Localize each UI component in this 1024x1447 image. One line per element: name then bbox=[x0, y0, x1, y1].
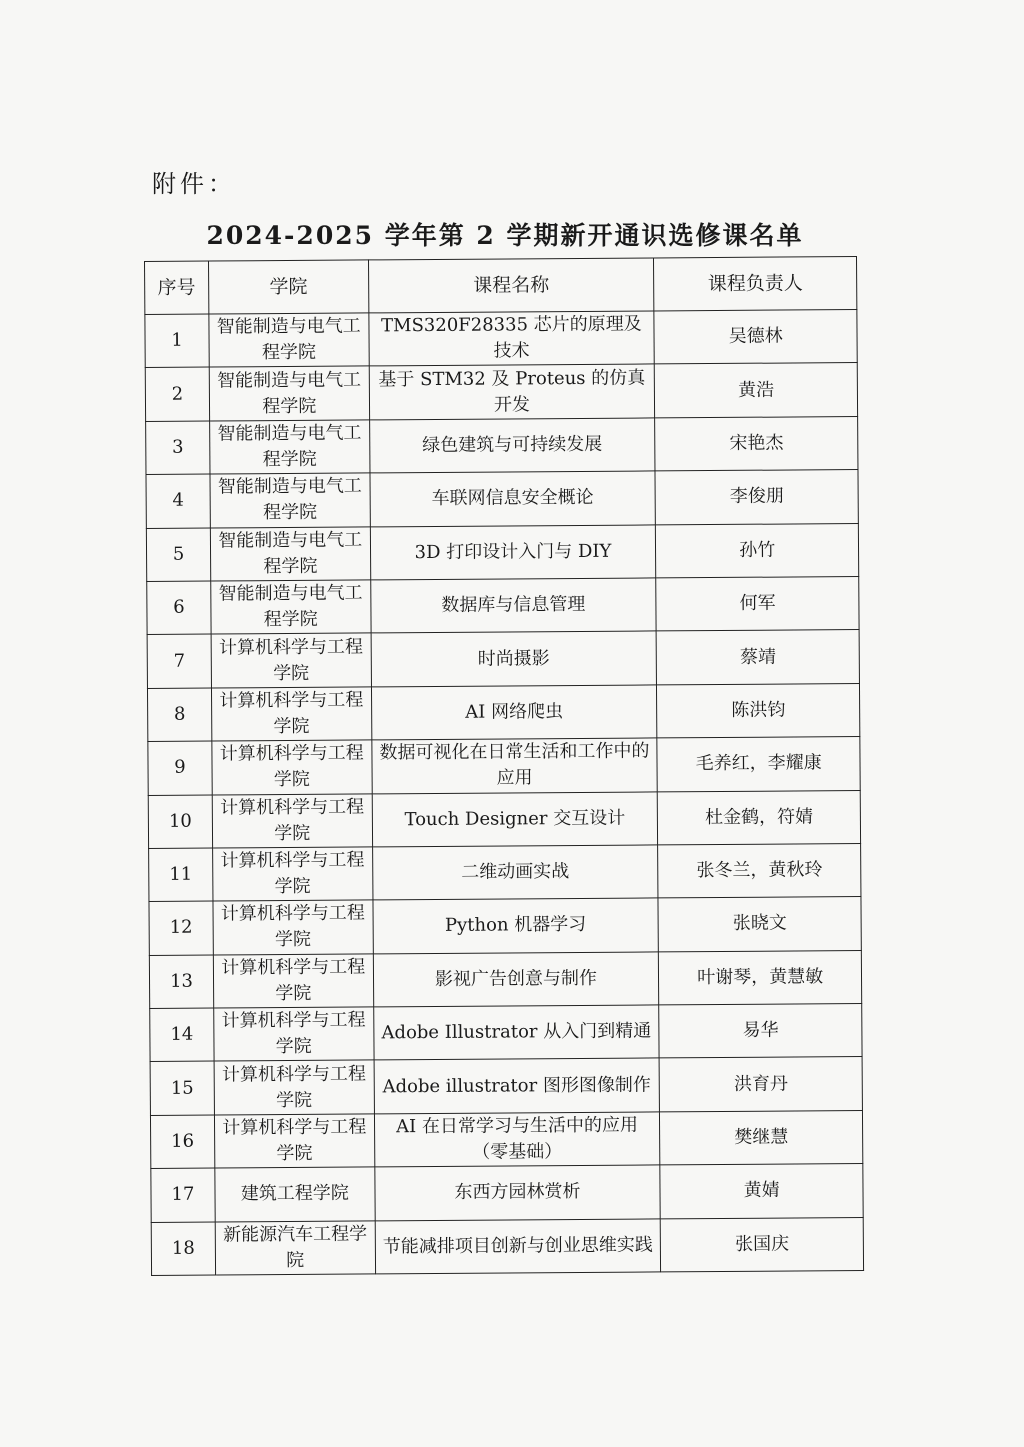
cell-owner: 张国庆 bbox=[661, 1217, 864, 1272]
cell-college: 计算机科学与工程学院 bbox=[213, 954, 373, 1009]
cell-college: 智能制造与电气工程学院 bbox=[209, 366, 369, 421]
cell-no: 12 bbox=[149, 901, 213, 955]
cell-college: 计算机科学与工程学院 bbox=[212, 740, 372, 795]
table-row bbox=[148, 790, 860, 848]
cell-college: 智能制造与电气工程学院 bbox=[210, 420, 370, 475]
cell-college: 计算机科学与工程学院 bbox=[211, 633, 371, 688]
cell-owner: 杜金鹤，符婧 bbox=[658, 790, 861, 845]
document-title: 2024-2025 学年第 2 学期新开通识选修课名单 bbox=[206, 221, 804, 250]
cell-college: 智能制造与电气工程学院 bbox=[210, 526, 370, 581]
cell-college: 计算机科学与工程学院 bbox=[212, 793, 372, 848]
cell-college: 计算机科学与工程学院 bbox=[213, 900, 373, 955]
table-row bbox=[147, 630, 859, 688]
cell-no: 10 bbox=[148, 795, 212, 849]
cell-college: 计算机科学与工程学院 bbox=[214, 1007, 374, 1062]
cell-no: 11 bbox=[149, 848, 213, 902]
cell-course: Python 机器学习 bbox=[373, 898, 659, 953]
cell-owner: 黄婧 bbox=[660, 1164, 863, 1219]
cell-owner: 黄浩 bbox=[655, 363, 858, 418]
cell-college: 智能制造与电气工程学院 bbox=[211, 580, 371, 635]
table-row bbox=[149, 897, 861, 955]
cell-owner: 吴德林 bbox=[654, 310, 857, 365]
cell-no: 14 bbox=[150, 1008, 214, 1062]
cell-owner: 樊继慧 bbox=[660, 1110, 863, 1165]
cell-owner: 陈洪钧 bbox=[657, 683, 860, 738]
cell-owner: 张冬兰，黄秋玲 bbox=[658, 843, 861, 898]
cell-college: 新能源汽车工程学院 bbox=[215, 1221, 375, 1276]
cell-owner: 毛养红，李耀康 bbox=[657, 737, 860, 792]
cell-owner: 李俊朋 bbox=[655, 470, 858, 525]
table-row bbox=[149, 950, 861, 1008]
cell-course: 基于 STM32 及 Proteus 的仿真开发 bbox=[369, 364, 655, 419]
cell-college: 计算机科学与工程学院 bbox=[214, 1114, 374, 1169]
table-row bbox=[147, 576, 859, 634]
cell-college: 计算机科学与工程学院 bbox=[214, 1060, 374, 1115]
cell-owner: 蔡靖 bbox=[656, 630, 859, 685]
course-table bbox=[144, 256, 864, 1276]
table-row bbox=[149, 843, 861, 901]
cell-owner: 孙竹 bbox=[656, 523, 859, 578]
cell-no: 5 bbox=[146, 528, 210, 582]
table-body bbox=[145, 310, 864, 1276]
cell-owner: 洪育丹 bbox=[659, 1057, 862, 1112]
table-row bbox=[146, 523, 858, 581]
cell-no: 15 bbox=[150, 1061, 214, 1115]
cell-owner: 宋艳杰 bbox=[655, 416, 858, 471]
cell-owner: 何军 bbox=[656, 576, 859, 631]
cell-owner: 张晓文 bbox=[658, 897, 861, 952]
cell-owner: 易华 bbox=[659, 1004, 862, 1059]
cell-college: 计算机科学与工程学院 bbox=[213, 847, 373, 902]
cell-no: 16 bbox=[150, 1115, 214, 1169]
table-row bbox=[145, 363, 857, 421]
table-row bbox=[148, 737, 860, 795]
cell-college: 智能制造与电气工程学院 bbox=[210, 473, 370, 528]
table-row bbox=[147, 683, 859, 741]
table-row bbox=[150, 1057, 862, 1115]
cell-course: 影视广告创意与制作 bbox=[373, 952, 659, 1007]
table-row bbox=[145, 310, 857, 368]
cell-course: Adobe Illustrator 从入门到精通 bbox=[373, 1005, 659, 1060]
cell-no: 2 bbox=[145, 367, 209, 421]
cell-no: 17 bbox=[151, 1168, 215, 1222]
cell-course: 绿色建筑与可持续发展 bbox=[369, 418, 655, 473]
cell-no: 18 bbox=[151, 1222, 215, 1276]
table-row bbox=[151, 1164, 863, 1222]
cell-no: 3 bbox=[146, 421, 210, 475]
cell-course: Touch Designer 交互设计 bbox=[372, 791, 658, 846]
table-row bbox=[146, 416, 858, 474]
table-row bbox=[151, 1217, 863, 1275]
cell-no: 13 bbox=[149, 955, 213, 1009]
cell-course: 3D 打印设计入门与 DIY bbox=[370, 524, 656, 579]
cell-college: 智能制造与电气工程学院 bbox=[209, 313, 369, 368]
table-row bbox=[150, 1110, 862, 1168]
attachment-label: 附件： bbox=[152, 170, 236, 198]
cell-course: 时尚摄影 bbox=[371, 631, 657, 686]
cell-course: 东西方园林赏析 bbox=[374, 1165, 660, 1220]
cell-course: TMS320F28335 芯片的原理及技术 bbox=[368, 311, 654, 366]
cell-course: AI 网络爬虫 bbox=[371, 685, 657, 740]
table-header-row bbox=[145, 257, 857, 315]
cell-no: 6 bbox=[147, 581, 211, 635]
cell-no: 8 bbox=[147, 688, 211, 742]
table-row bbox=[150, 1004, 862, 1062]
cell-no: 9 bbox=[148, 741, 212, 795]
cell-course: 数据可视化在日常生活和工作中的应用 bbox=[371, 738, 657, 793]
header-owner: 课程负责人 bbox=[654, 257, 857, 311]
header-no: 序号 bbox=[145, 261, 209, 314]
cell-course: AI 在日常学习与生活中的应用（零基础） bbox=[374, 1112, 660, 1167]
cell-college: 计算机科学与工程学院 bbox=[211, 687, 371, 742]
cell-no: 1 bbox=[145, 314, 209, 368]
cell-course: 车联网信息安全概论 bbox=[370, 471, 656, 526]
cell-no: 4 bbox=[146, 474, 210, 528]
cell-course: 节能减排项目创新与创业思维实践 bbox=[375, 1219, 661, 1274]
header-course: 课程名称 bbox=[368, 258, 654, 313]
cell-college: 建筑工程学院 bbox=[215, 1167, 375, 1222]
table-row bbox=[146, 470, 858, 528]
cell-no: 7 bbox=[147, 634, 211, 688]
cell-course: Adobe illustrator 图形图像制作 bbox=[374, 1058, 660, 1113]
header-college: 学院 bbox=[208, 260, 368, 314]
cell-course: 数据库与信息管理 bbox=[370, 578, 656, 633]
cell-owner: 叶谢琴，黄慧敏 bbox=[659, 950, 862, 1005]
cell-course: 二维动画实战 bbox=[372, 845, 658, 900]
